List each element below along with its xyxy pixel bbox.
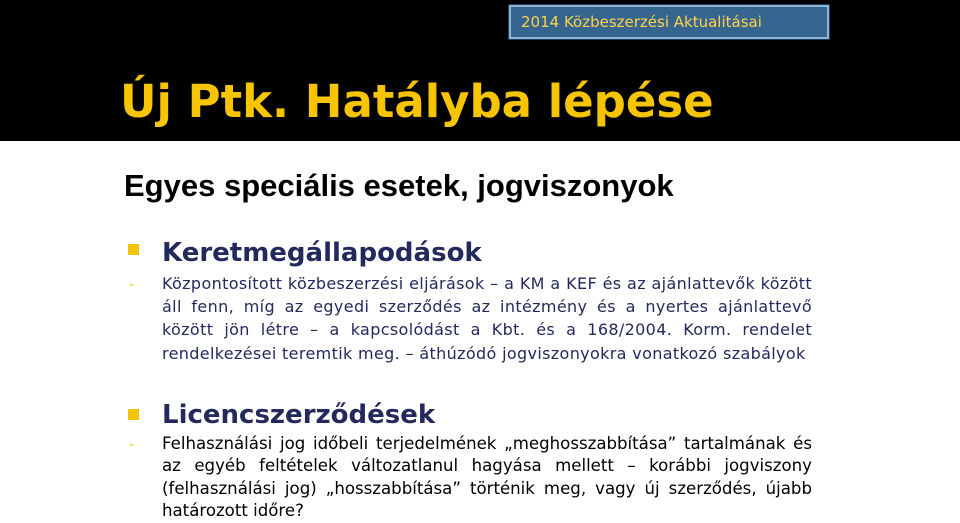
slide-subtitle: Egyes speciális esetek, jogviszonyok: [124, 168, 674, 203]
dash-marker-icon: -: [129, 437, 135, 453]
section-heading-license-agreements: Licencszerződések: [162, 400, 436, 430]
dash-marker-icon: -: [129, 277, 135, 293]
header-badge: 2014 Közbeszerzési Aktualitásai: [509, 5, 829, 39]
section-heading-framework-agreements: Keretmegállapodások: [162, 238, 482, 268]
section-text-framework-agreements: Központosított közbeszerzési eljárások – a KM a KEF és az ajánlattevők között áll fenn, míg az egyedi szerződés az intézmény és a nyertes ajánlattevő között jön létre – a kapcsolódást a Kbt. és a 168/2004. Korm. rendelet rendelkezései teremtik meg. – áthúzódó jogviszonyokra vonatkozó szabályok: [162, 274, 812, 363]
slide-title: Új Ptk. Hatályba lépése: [120, 75, 714, 128]
bullet-square-icon: [128, 409, 139, 420]
bullet-square-icon: [128, 244, 139, 255]
section-text-license-agreements: Felhasználási jog időbeli terjedelmének „meghosszabbítása” tartalmának és az egyéb feltételek változatlanul hagyása mellett – korábbi jogviszony (felhasználási jog) „hosszabbítása” történik meg, vagy új szerződés, újabb határozott időre?: [162, 434, 812, 521]
